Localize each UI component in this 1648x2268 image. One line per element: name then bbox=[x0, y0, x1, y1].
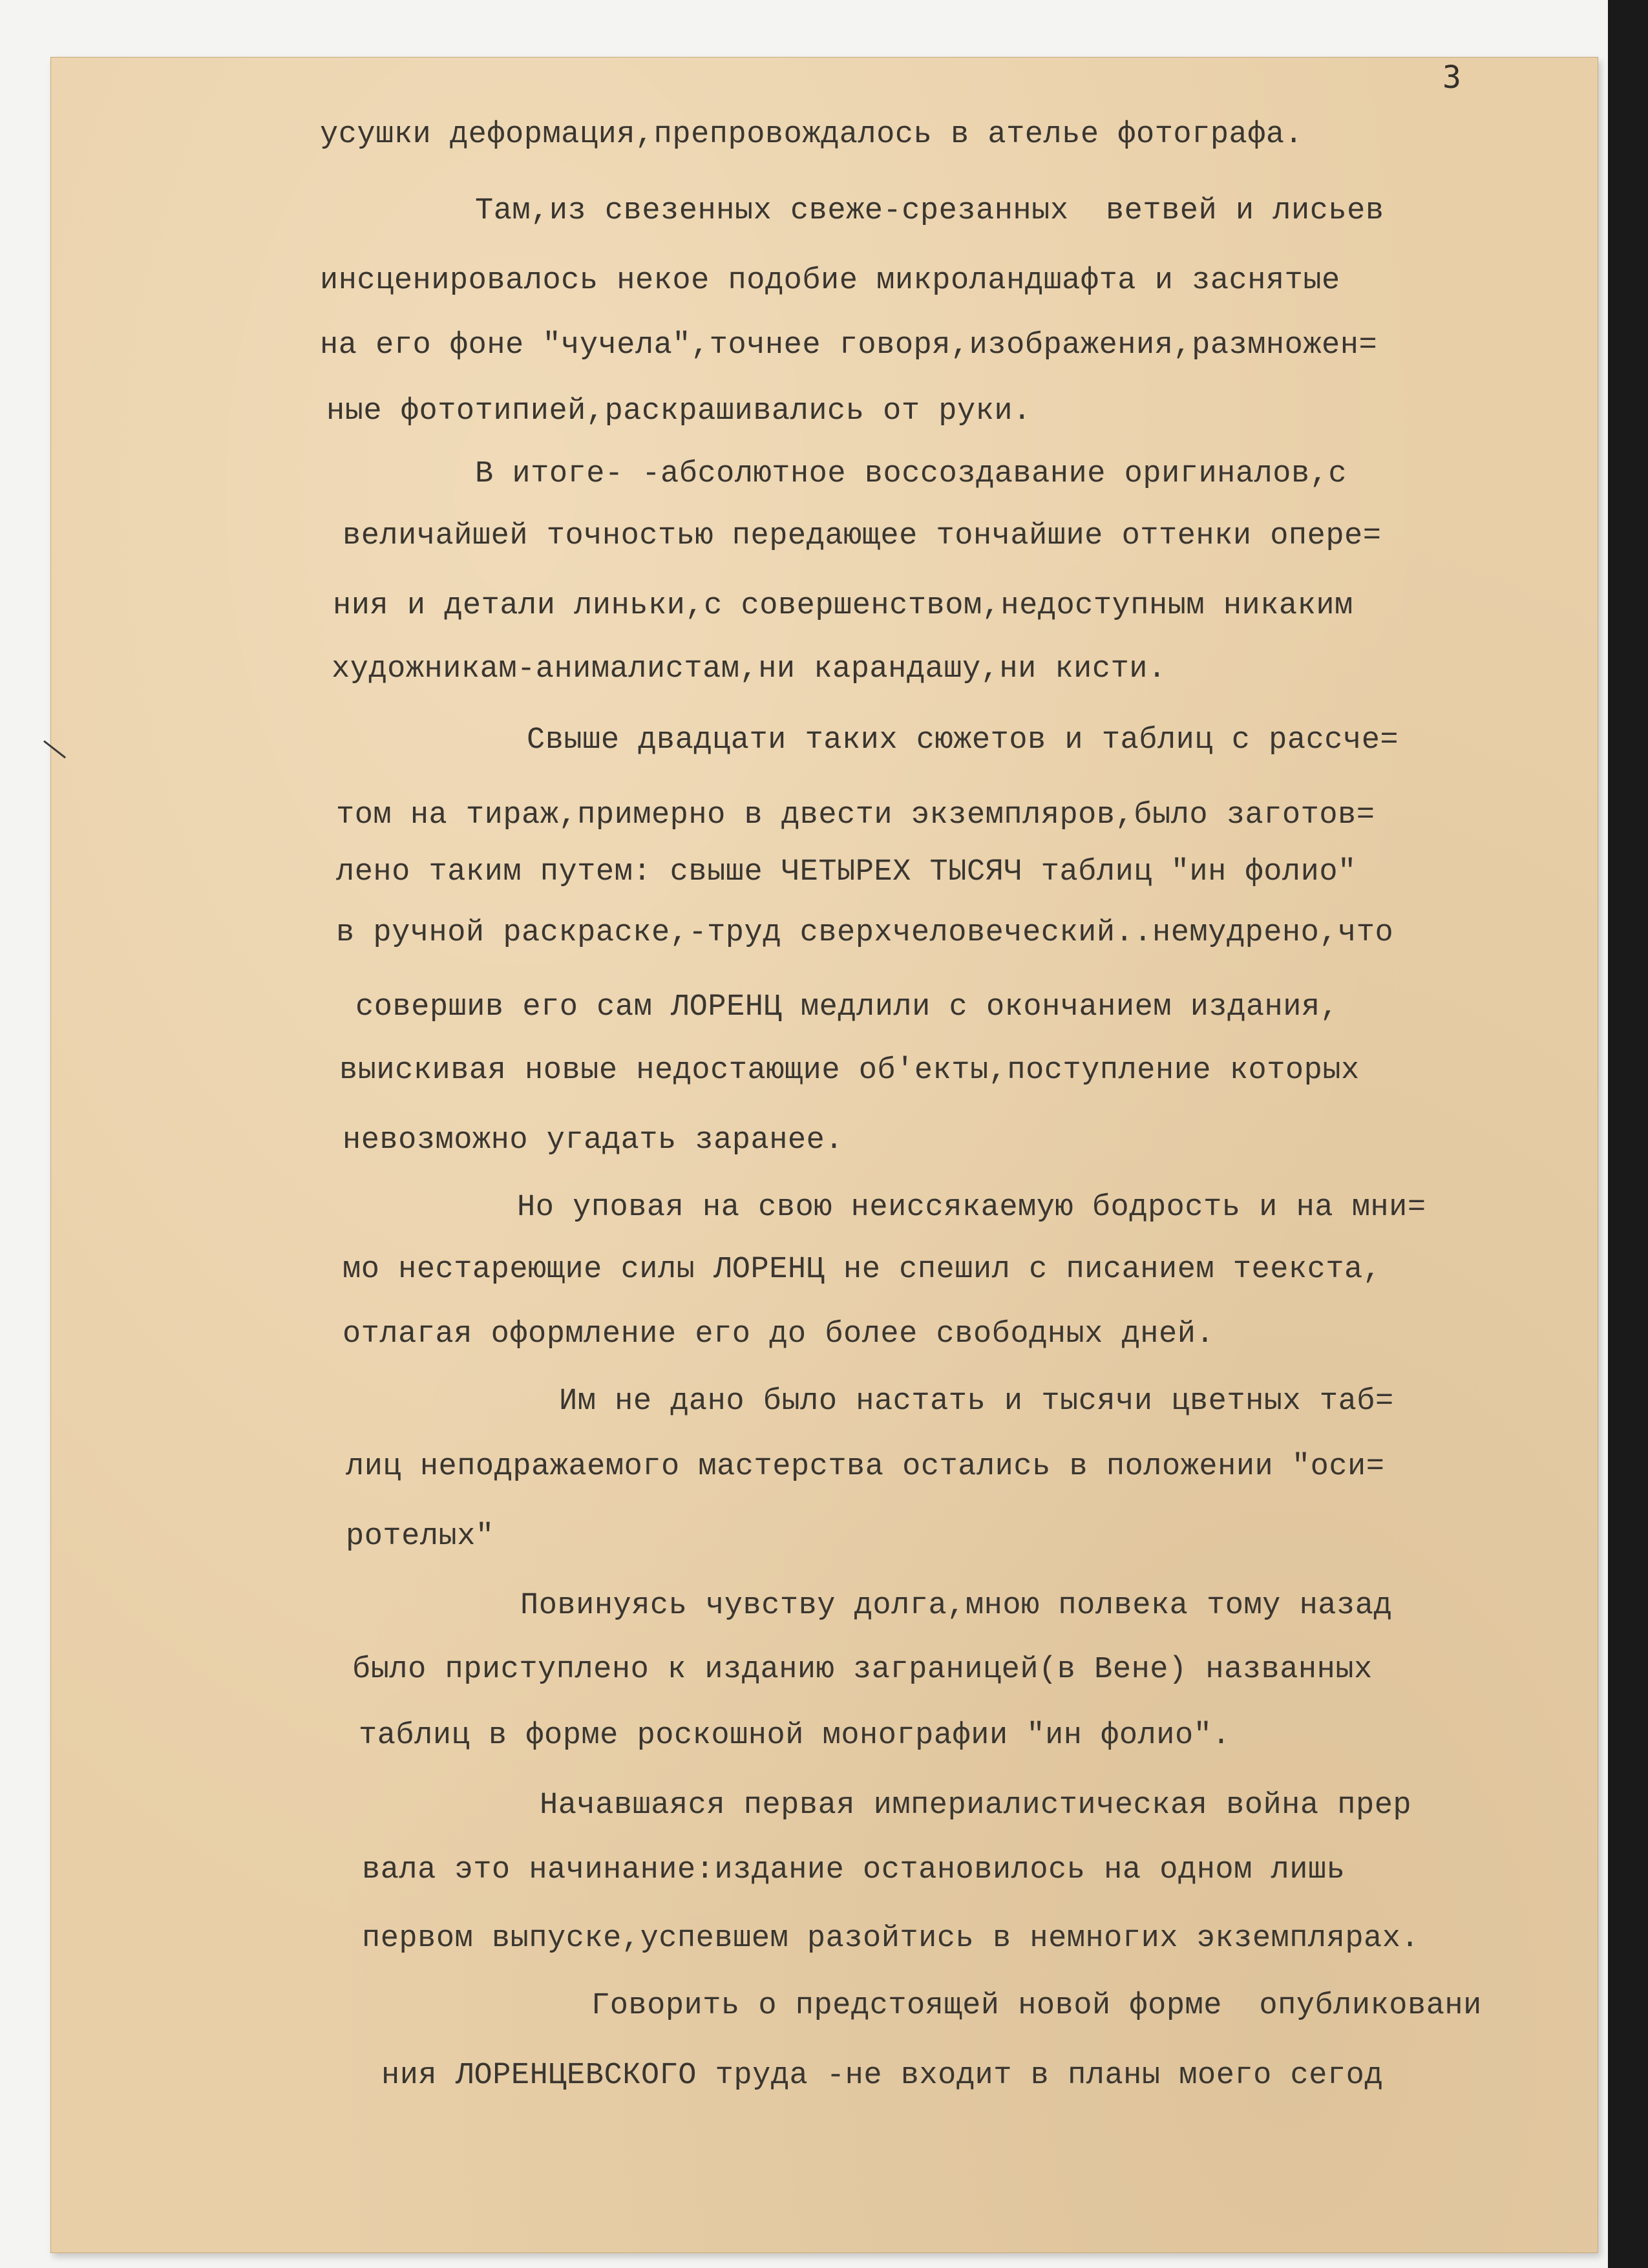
page-number: 3 bbox=[1442, 59, 1461, 96]
text-line: было приступлено к изданию заграницей(в Вене) названных bbox=[352, 1653, 1373, 1687]
text-line: мо нестареющие силы ЛОРЕНЦ не спешил с писанием теекста, bbox=[343, 1253, 1382, 1287]
text-line: таблиц в форме роскошной монографии "ин фолио". bbox=[359, 1719, 1231, 1753]
text-line: В итоге- -абсолютное воссоздавание оригиналов,с bbox=[475, 457, 1347, 491]
text-line: лиц неподражаемого мастерства остались в положении "оси= bbox=[346, 1450, 1385, 1484]
text-line: выискивая новые недостающие об'екты,поступление которых bbox=[339, 1054, 1360, 1088]
text-line: лено таким путем: свыше ЧЕТЫРЕХ ТЫСЯЧ таблиц "ин фолио" bbox=[336, 855, 1357, 889]
text-line: Повинуясь чувству долга,мною полвека тому назад bbox=[520, 1589, 1393, 1623]
text-line: величайшей точностью передающее тончайшие оттенки опере= bbox=[343, 519, 1382, 553]
text-line: отлагая оформление его до более свободных дней. bbox=[343, 1317, 1215, 1351]
text-line: ротелых" bbox=[346, 1520, 494, 1554]
text-line: ния и детали линьки,с совершенством,недоступным никаким bbox=[333, 589, 1353, 623]
text-line: том на тираж,примерно в двести экземпляров,было заготов= bbox=[336, 798, 1375, 832]
text-line: невозможно угадать заранее. bbox=[343, 1123, 844, 1158]
text-line: вала это начинание:издание остановилось на одном лишь bbox=[362, 1853, 1346, 1887]
text-line: Начавшаяся первая империалистическая война прер bbox=[540, 1788, 1412, 1823]
text-line: совершив его сам ЛОРЕНЦ медлили с окончанием издания, bbox=[355, 990, 1339, 1024]
text-line: первом выпуске,успевшем разойтись в немногих экземплярах. bbox=[362, 1922, 1420, 1956]
text-line: художникам-анималистам,ни карандашу,ни кисти. bbox=[332, 652, 1167, 686]
text-line: Им не дано было настать и тысячи цветных таб= bbox=[559, 1384, 1394, 1419]
text-line: в ручной раскраске,-труд сверхчеловеческий..немудрено,что bbox=[336, 916, 1394, 950]
text-line: Но уповая на свою неиссякаемую бодрость и на мни= bbox=[517, 1191, 1426, 1225]
text-line: на его фоне "чучела",точнее говоря,изображения,размножен= bbox=[320, 328, 1378, 363]
scan-background-edge bbox=[1608, 0, 1648, 2268]
text-line: инсценировалось некое подобие микроландшафта и заснятые bbox=[320, 264, 1340, 298]
text-line: ные фототипией,раскрашивались от руки. bbox=[326, 394, 1031, 429]
text-line: Свыше двадцати таких сюжетов и таблиц с рассче= bbox=[527, 723, 1399, 758]
text-line: ния ЛОРЕНЦЕВСКОГО труда -не входит в планы моего сегод bbox=[381, 2059, 1384, 2093]
text-line: Говорить о предстоящей новой форме опубликовани bbox=[591, 1989, 1482, 2023]
text-line: Там,из свезенных свеже-срезанных ветвей и лисьев bbox=[475, 194, 1384, 228]
text-line: усушки деформация,препровождалось в ателье фотографа. bbox=[320, 118, 1304, 152]
